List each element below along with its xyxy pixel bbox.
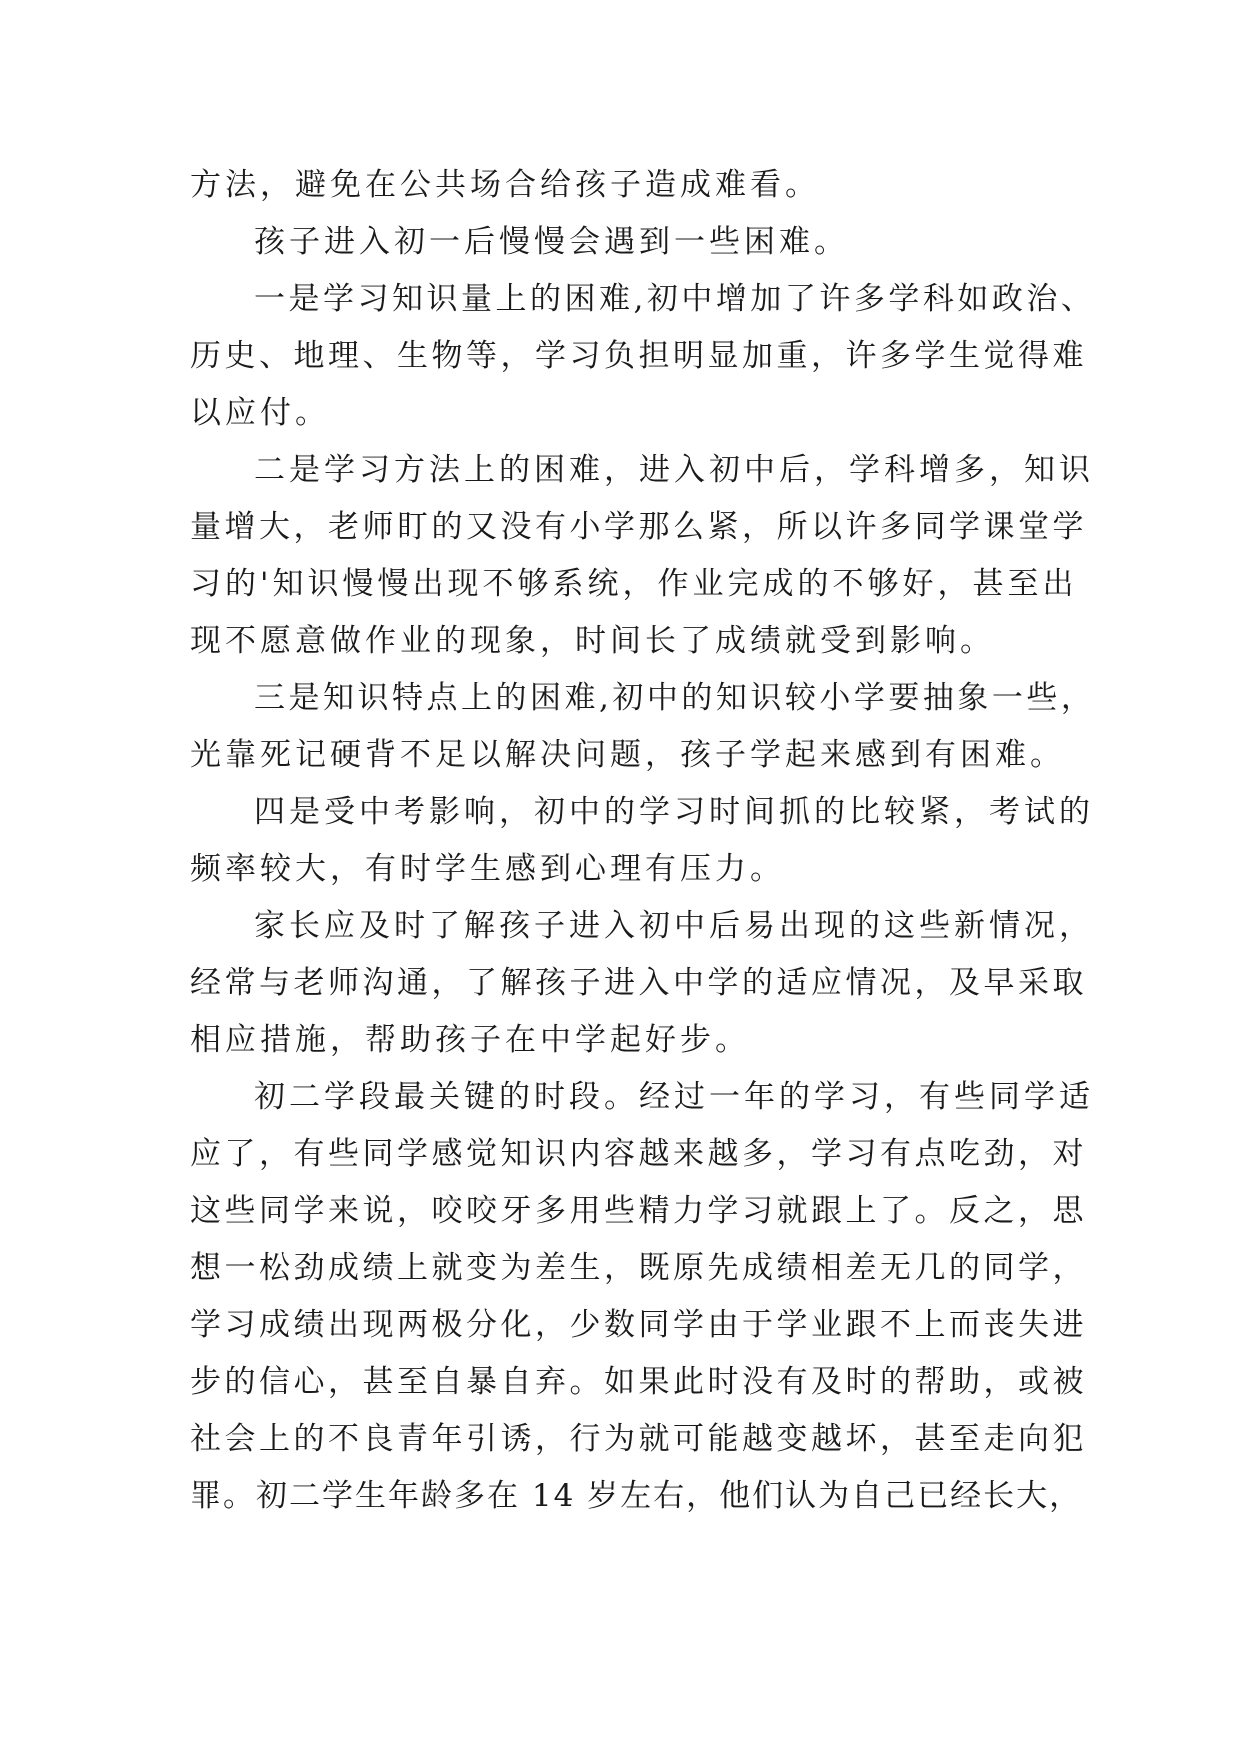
text-line: 相应措施，帮助孩子在中学起好步。: [190, 1022, 750, 1058]
text-line: 罪。初二学生年龄多在 14 岁左右，他们认为自己已经长大，: [190, 1478, 1083, 1514]
text-line: 学习成绩出现两极分化，少数同学由于学业跟不上而丧失进: [190, 1307, 1087, 1343]
paragraph-first-line: 四是受中考影响，初中的学习时间抓的比较紧，考试的: [254, 794, 1094, 830]
text-line: 想一松劲成绩上就变为差生，既原先成绩相差无几的同学，: [190, 1250, 1087, 1286]
text-line: 应了，有些同学感觉知识内容越来越多，学习有点吃劲，对: [190, 1136, 1087, 1172]
text-line: 现不愿意做作业的现象，时间长了成绩就受到影响。: [190, 623, 995, 659]
paragraph-first-line: 二是学习方法上的困难，进入初中后，学科增多，知识: [254, 452, 1094, 488]
paragraph-first-line: 一是学习知识量上的困难,初中增加了许多学科如政治、: [254, 281, 1096, 317]
text-line: 这些同学来说，咬咬牙多用些精力学习就跟上了。反之，思: [190, 1193, 1087, 1229]
text-line: 频率较大，有时学生感到心理有压力。: [190, 851, 785, 887]
text-line: 社会上的不良青年引诱，行为就可能越变越坏，甚至走向犯: [190, 1421, 1087, 1457]
paragraph-first-line: 初二学段最关键的时段。经过一年的学习，有些同学适: [254, 1079, 1094, 1115]
text-line: 量增大，老师盯的又没有小学那么紧，所以许多同学课堂学: [190, 509, 1087, 545]
text-line: 光靠死记硬背不足以解决问题，孩子学起来感到有困难。: [190, 737, 1065, 773]
text-line: 步的信心，甚至自暴自弃。如果此时没有及时的帮助，或被: [190, 1364, 1087, 1400]
paragraph-first-line: 家长应及时了解孩子进入初中后易出现的这些新情况，: [254, 908, 1094, 944]
text-line: 以应付。: [190, 395, 330, 431]
text-line: 经常与老师沟通，了解孩子进入中学的适应情况，及早采取: [190, 965, 1087, 1001]
paragraph-first-line: 三是知识特点上的困难,初中的知识较小学要抽象一些，: [254, 680, 1096, 716]
text-line: 历史、地理、生物等，学习负担明显加重，许多学生觉得难: [190, 338, 1087, 374]
paragraph-first-line: 孩子进入初一后慢慢会遇到一些困难。: [254, 224, 849, 260]
text-line: 方法，避免在公共场合给孩子造成难看。: [190, 167, 820, 203]
text-line: 习的'知识慢慢出现不够系统，作业完成的不够好，甚至出: [190, 566, 1078, 602]
